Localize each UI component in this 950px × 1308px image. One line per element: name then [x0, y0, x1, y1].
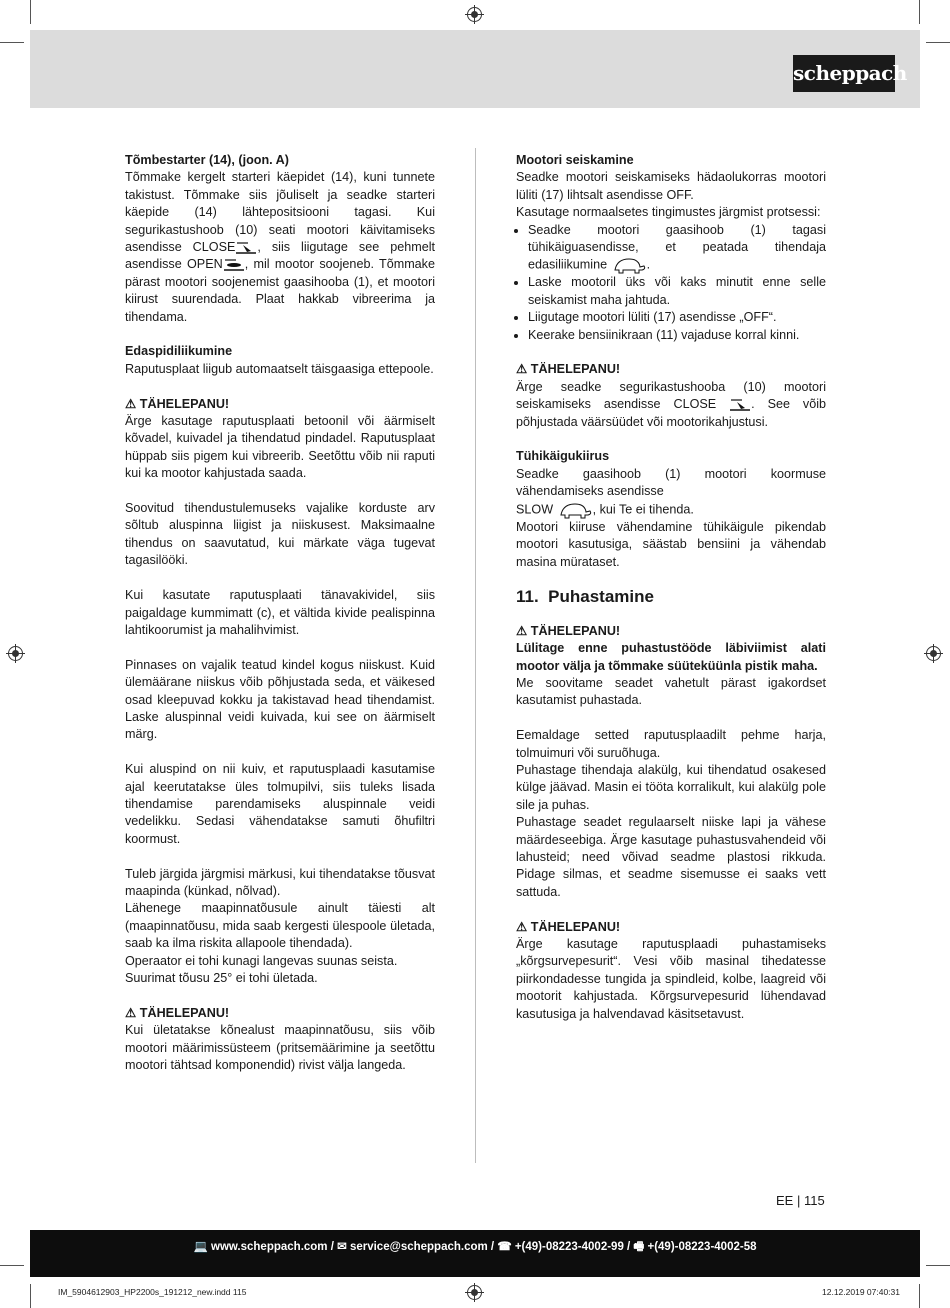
- warning-title: ⚠ TÄHELEPANU!: [125, 396, 230, 411]
- right-column: [516, 152, 826, 1040]
- list-item: • Keerake bensiinikraan (11) vajaduse korral kinni.: [528, 327, 826, 344]
- section-title-pull-starter: Tõmbestarter (14), (joon. A): [125, 153, 289, 167]
- choke-close-icon: [235, 241, 257, 255]
- paragraph: Operaator ei tohi kunagi langevas suunas seista.: [125, 953, 398, 968]
- warning-title: ⚠ TÄHELEPANU!: [125, 1005, 230, 1020]
- paragraph: Kasutage normaalsetes tingimustes järgmist protsessi:: [516, 205, 821, 220]
- paragraph: Suurimat tõusu 25° ei tohi ületada.: [125, 970, 318, 985]
- slug-filename: IM_5904612903_HP2200s_191212_new.indd 115: [58, 1287, 247, 1297]
- list-item: • Seadke mootori gaasihoob (1) tagasi tühikäiguasendisse, et peatada tihendaja edasiliikumine .: [528, 222, 826, 275]
- registration-mark-icon: [926, 646, 941, 661]
- list-item: • Liigutage mootori lüliti (17) asendisse „OFF“.: [528, 309, 826, 326]
- warning-title: ⚠ TÄHELEPANU!: [516, 623, 621, 638]
- choke-open-icon: [223, 258, 245, 272]
- paragraph-forward: Raputusplaat liigub automaatselt täisgaasiga ettepoole.: [125, 361, 434, 376]
- paragraph: Lähenege maapinnatõusule ainult täiesti alt (maapinnatõusu, mida saab kergesti ülespoole ületada, saab ka ilma riskita allapoole tihendada).: [125, 901, 435, 951]
- paragraph: Kui kasutate raputusplaati tänavakividel, siis paigaldage kummimatt (c), et vältida kivide pealispinna lahtikoorumist ja mahalihvimist.: [125, 588, 435, 637]
- section-title-idle-speed: Tühikäigukiirus: [516, 449, 610, 464]
- list-item: • Laske mootoril üks või kaks minutit enne selle seiskamist maha jahtuda.: [528, 274, 826, 309]
- registration-mark-icon: [467, 7, 482, 22]
- choke-close-icon: [729, 398, 751, 412]
- paragraph: Mootori kiiruse vähendamine tühikäigule pikendab mootori kasutusiga, säästab bensiini ja vähendab masina mürataset.: [516, 519, 826, 569]
- section-title-engine-stop: Mootori seiskamine: [516, 153, 634, 167]
- crop-mark: [919, 0, 920, 24]
- paragraph: Tuleb järgida järgmisi märkusi, kui tihendatakse tõusvat maapinda (künkad, nõlvad).: [125, 866, 435, 898]
- paragraph: Seadke mootori seiskamiseks hädaolukorras mootori lüliti (17) lihtsalt asendisse OFF.: [516, 170, 826, 202]
- paragraph: Kui aluspind on nii kuiv, et raputusplaadi kasutamise ajal keerutatakse üles tolmupilvi, siis tuleks lisada tihendamise parendamiseks aluspinnale veidi vedelikku. Sedasi vähendatakse samuti õhufiltri koormust.: [125, 762, 435, 846]
- paragraph: Seadke gaasihoob (1) mootori koormuse vähendamiseks asendisse: [516, 466, 826, 499]
- warning-text: Ärge kasutage raputusplaadi puhastamiseks „kõrgsurvepesurit“. Vesi võib masinal tihedatesse piirkondadesse tungida ja spindleid, kolbe, laagreid või mootorit kahjustada. Kõrgsurvepesurid lühendavad kasutusiga ja halvendavad käsitsetavust.: [516, 936, 826, 1021]
- page-number: EE | 115: [776, 1193, 825, 1208]
- footer-contact-bar: 💻 www.scheppach.com / ✉ service@scheppach.com / ☎ +(49)-08223-4002-99 / 🖷 +(49)-08223-4002-58: [30, 1230, 920, 1277]
- warning-text: Ärge kasutage raputusplaati betoonil või äärmiselt kõvadel, kuivadel ja tihendatud pindadel. Raputusplaat hüppab siis pigem kui vibreerib. Seetõttu võib nii raputi kui ka mootor kahjustada saada.: [125, 414, 435, 481]
- crop-mark: [30, 1284, 31, 1308]
- brand-logo: scheppach: [793, 55, 895, 92]
- paragraph: Soovitud tihendustulemuseks vajalike korduste arv sõltub aluspinna liigist ja niiskusest. Maksimaalne tihendus on saavutatud, kui märkate väga tugevat tagasilööki.: [125, 501, 435, 568]
- warning-text: Ärge seadke segurikastushooba (10) mootori seiskamiseks asendisse CLOSE . See võib põhjustada väärsüüdet või mootorikahjustusi.: [516, 379, 827, 429]
- section-title-forward: Edaspidiliikumine: [125, 344, 233, 359]
- turtle-icon: [611, 256, 647, 274]
- paragraph-pull-starter: Tõmmake kergelt starteri käepidet (14), kuni tunnete takistust. Tõmmake siis jõuliselt ja seadke starteri käepide (14) lähtepositsiooni tagasi. Kui segurikastushoob (10) seati mootori käivitamiseks asendisse CLOSE , siis liigutage see pehmelt asendisse OPEN , mil mootor soojeneb. Tõmmake pärast mootori soojenemist gaasihooba (1), et mootori kiirust suurendada. Plaat hakkab vibreerima ja tihendama.: [125, 170, 435, 324]
- crop-mark: [0, 1265, 24, 1266]
- paragraph: SLOW , kui Te ei tihenda.: [516, 501, 826, 519]
- registration-mark-icon: [467, 1285, 482, 1300]
- crop-mark: [919, 1284, 920, 1308]
- turtle-icon: [557, 501, 593, 519]
- column-divider: [475, 148, 476, 1163]
- crop-mark: [926, 1265, 950, 1266]
- warning-title: ⚠ TÄHELEPANU!: [516, 362, 621, 377]
- crop-mark: [0, 42, 24, 43]
- paragraph: Me soovitame seadet vahetult pärast igakordset kasutamist puhastada.: [516, 675, 826, 708]
- warning-bold-text: Lülitage enne puhastustööde läbiviimist alati mootor välja ja tõmmake süüteküünla pistik maha.: [516, 641, 826, 673]
- paragraph: Puhastage seadet regulaarselt niiske lapi ja vähese määrdeseebiga. Ärge kasutage puhastusvahendeid või lahusteid; need võivad seadme plastosi rikkuda. Pidage silmas, et seadme sisemusse ei saaks vett sattuda.: [516, 815, 826, 899]
- registration-mark-icon: [8, 646, 23, 661]
- warning-text: Kui ületatakse kõnealust maapinnatõusu, siis võib mootori määrimissüsteem (pritsemäärimine ja seetõttu mootori tähtsad komponendid) rivist välja langeda.: [125, 1023, 435, 1072]
- crop-mark: [926, 42, 950, 43]
- header-band: [30, 30, 920, 108]
- paragraph: Puhastage tihendaja alakülg, kui tihendatud osakesed külge jäävad. Masin ei tööta korralikult, kui alakülg pole sile ja puhas.: [516, 762, 826, 812]
- chapter-heading-cleaning: 11. Puhastamine: [516, 587, 654, 607]
- paragraph: Eemaldage setted raputusplaadilt pehme harja, tolmuimuri või suruõhuga.: [516, 728, 826, 760]
- slug-timestamp: 12.12.2019 07:40:31: [822, 1287, 900, 1297]
- paragraph: Pinnases on vajalik teatud kindel kogus niiskust. Kuid ülemäärane niiskus võib põhjustada seda, et väikesed osad kleepuvad kokku ja takistavad head tihendamist. Laske aluspinnal veidi kuivada, kui see on äärmiselt märg.: [125, 657, 435, 742]
- stop-steps-list: [516, 222, 826, 344]
- crop-mark: [30, 0, 31, 24]
- warning-title: ⚠ TÄHELEPANU!: [516, 919, 621, 934]
- left-column: [125, 152, 435, 1092]
